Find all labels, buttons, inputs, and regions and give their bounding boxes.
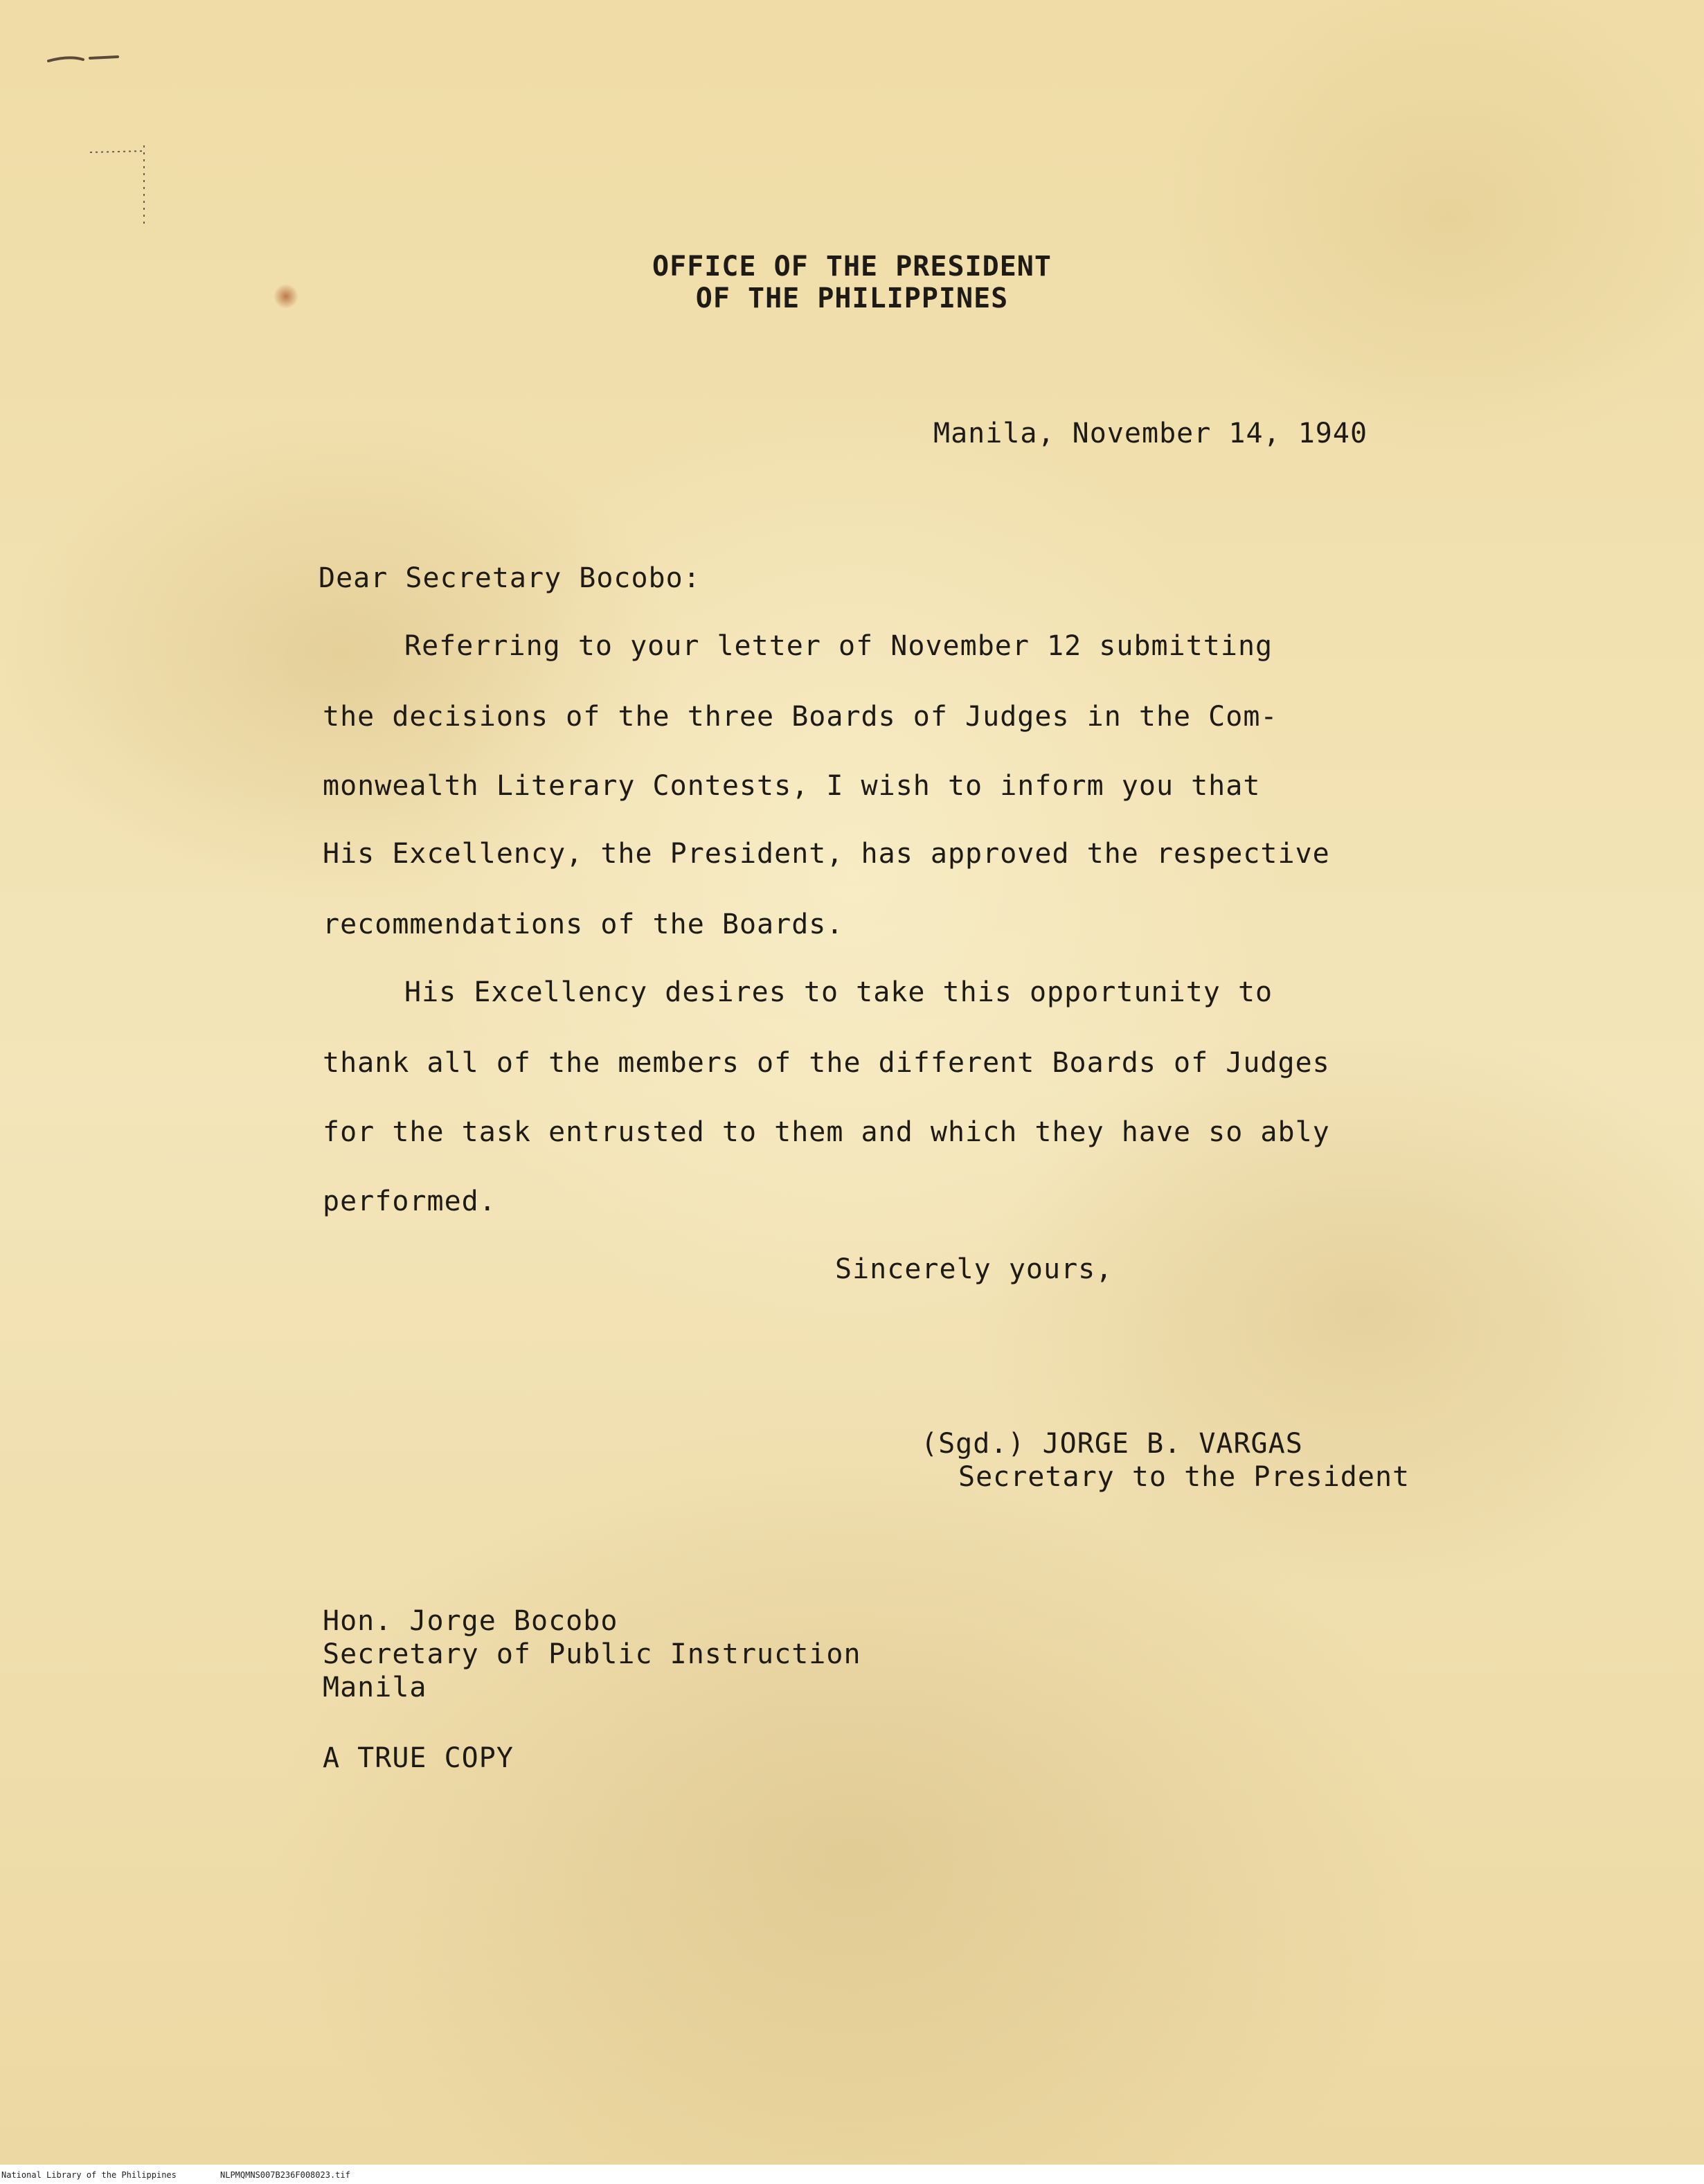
body-line: Referring to your letter of November 12 submitting xyxy=(404,630,1273,662)
true-copy-notation: A TRUE COPY xyxy=(323,1742,514,1774)
body-line: performed. xyxy=(323,1185,496,1217)
body-line: monwealth Literary Contests, I wish to inform you that xyxy=(323,770,1261,802)
body-line: thank all of the members of the different Boards of Judges xyxy=(323,1047,1330,1079)
body-line: His Excellency, the President, has approved the respective xyxy=(323,838,1330,870)
footer-library: National Library of the Philippines xyxy=(1,2170,177,2180)
body-line: recommendations of the Boards. xyxy=(323,908,844,940)
body-line: for the task entrusted to them and which they have so ably xyxy=(323,1116,1330,1148)
scan-footer xyxy=(0,2165,1704,2184)
letterhead-line-2: OF THE PHILIPPINES xyxy=(695,283,1009,314)
staple-marks xyxy=(42,48,152,229)
footer-filename: NLPMQMNS007B236F008023.tif xyxy=(220,2170,350,2180)
signatory-title: Secretary to the President xyxy=(958,1461,1410,1493)
signatory-name: (Sgd.) JORGE B. VARGAS xyxy=(921,1428,1303,1460)
closing: Sincerely yours, xyxy=(835,1253,1113,1285)
addressee-line: Manila xyxy=(323,1672,427,1703)
salutation: Dear Secretary Bocobo: xyxy=(319,562,701,594)
body-line: the decisions of the three Boards of Judges in the Com- xyxy=(323,701,1278,733)
body-line: His Excellency desires to take this opportunity to xyxy=(404,976,1273,1008)
letterhead-line-1: OFFICE OF THE PRESIDENT xyxy=(652,251,1052,283)
letter-date: Manila, November 14, 1940 xyxy=(933,418,1368,449)
addressee-line: Hon. Jorge Bocobo xyxy=(323,1605,618,1637)
addressee-line: Secretary of Public Instruction xyxy=(323,1638,861,1670)
